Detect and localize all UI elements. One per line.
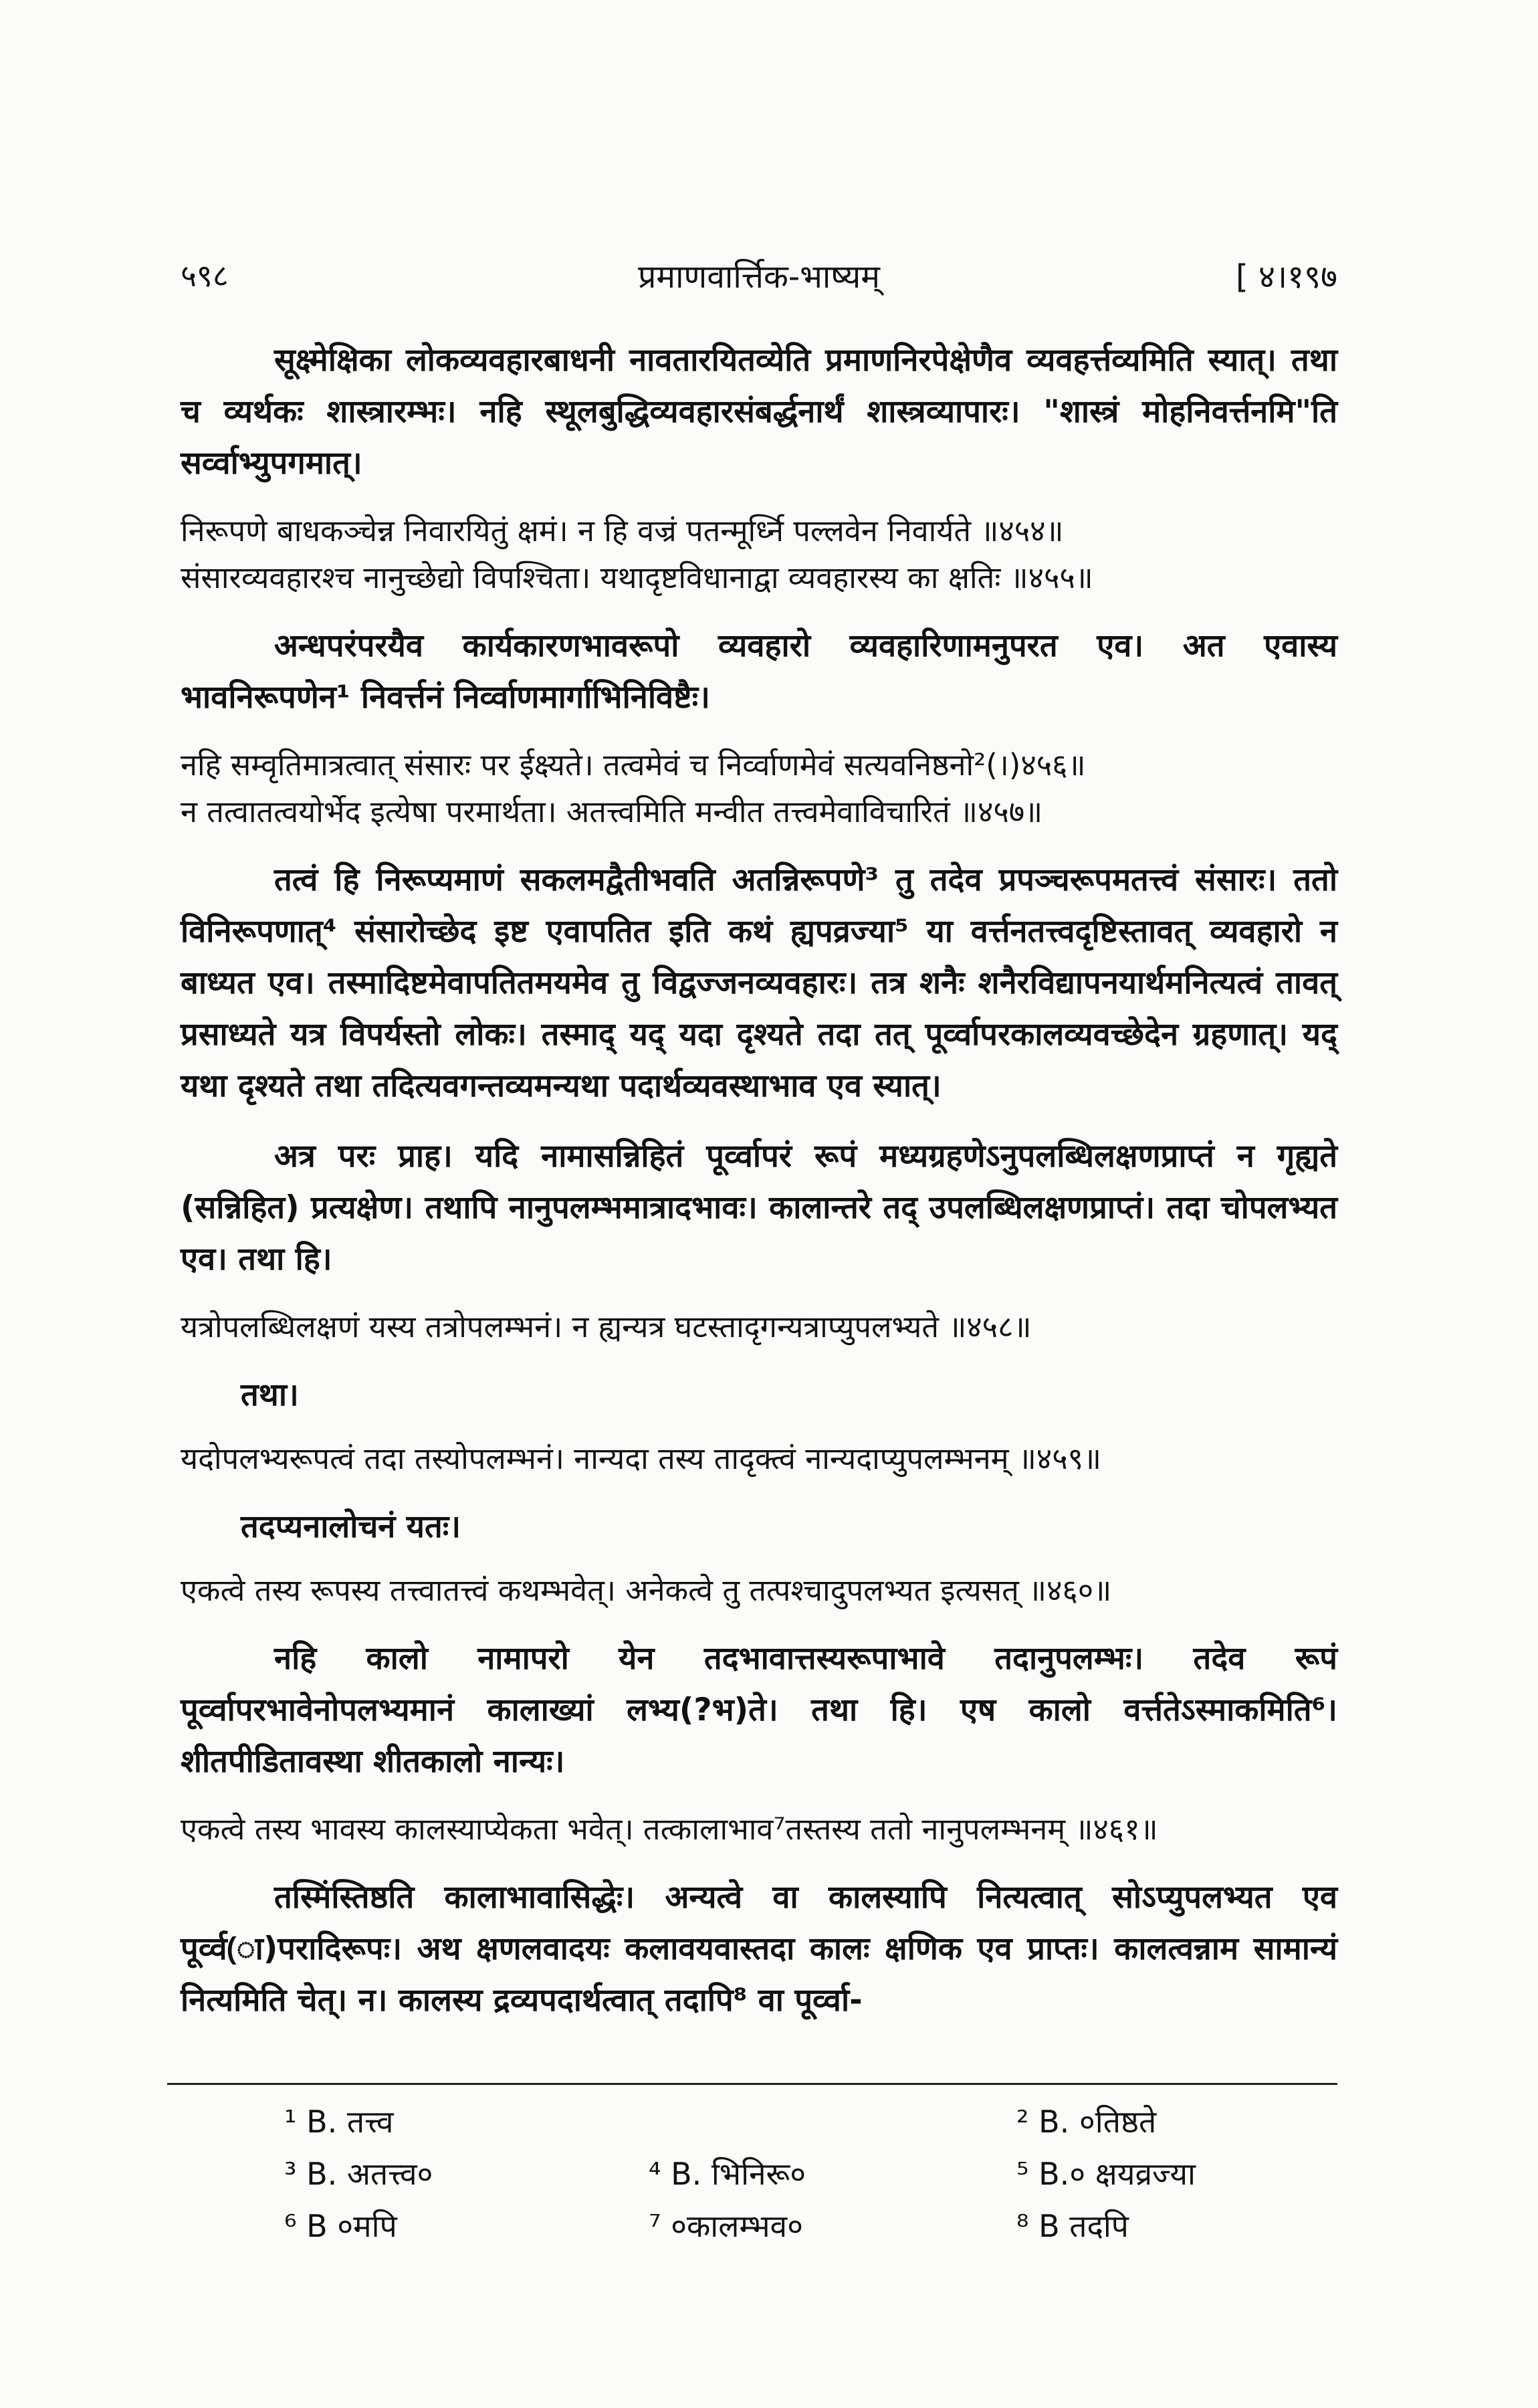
verse-intro: तदप्यनालोचनं यतः। xyxy=(241,1508,461,1545)
commentary-paragraph: तस्मिंस्तिष्ठति कालाभावासिद्धेः। अन्यत्वे वा कालस्यापि नित्यत्वात् सोऽप्युपलभ्यत एव पूर्व्व(ा)परादिरूपः। अथ क्षणलवादयः कलावयवास्तदा कालः क्षणिक एव प्राप्तः। कालत्वन्नाम सामान्यं नित्यमिति चेत्। न। कालस्य द्रव्यपदार्थत्वात् तदापि⁸ वा पूर्व्वा- xyxy=(181,1879,1337,2019)
commentary-paragraph: अन्धपरंपरयैव कार्यकारणभावरूपो व्यवहारो व्यवहारिणामनुपरत एव। अत एवास्य भावनिरूपणेन¹ निवर्त्तनं निर्व्वाणमार्गाभिनिविष्टैः। xyxy=(181,627,1337,716)
verse-line: यदोपलभ्यरूपत्वं तदा तस्योपलम्भनं। नान्यदा तस्य तादृक्त्वं नान्यदाप्युपलम्भनम् ॥४५९॥ xyxy=(181,1441,1101,1476)
footnote-row xyxy=(167,2152,1337,2205)
verse-line: न तत्वातत्वयोर्भेद इत्येषा परमार्थता। अतत्त्वमिति मन्वीत तत्त्वमेवाविचारितं ॥४५७॥ xyxy=(181,794,1043,829)
footnote: ⁴ B. भिनिरू० xyxy=(649,2156,806,2192)
verse-intro: तथा। xyxy=(241,1377,299,1413)
verse-block xyxy=(181,1567,1337,1614)
footnote: ¹ B. तत्त्व xyxy=(284,2104,394,2140)
commentary-paragraph: सूक्ष्मेक्षिका लोकव्यवहारबाधनी नावतारयितव्येति प्रमाणनिरपेक्षेणैव व्यवहर्त्तव्यमिति स्यात्। तथा च व्यर्थकः शास्त्रारम्भः। नहि स्थूलबुद्धिव्यवहारसंबर्द्धनार्थं शास्त्रव्यापारः। "शास्त्रं मोहनिवर्त्तनमि"ति सर्व्वाभ्युपगमात्। xyxy=(181,342,1337,482)
footnote: ⁶ B ०मपि xyxy=(284,2208,397,2244)
page-number: ५९८ xyxy=(181,258,229,294)
footnote: ³ B. अतत्त्व० xyxy=(284,2156,433,2192)
page-body xyxy=(181,334,1337,2045)
footnote: ⁷ ०कालम्भव० xyxy=(649,2208,804,2244)
running-title: प्रमाणवार्त्तिक-भाष्यम् xyxy=(638,258,880,296)
footnote: ⁸ B तदपि xyxy=(1016,2208,1129,2244)
footnote-row xyxy=(167,2100,1337,2152)
verse-block xyxy=(181,508,1337,601)
commentary-paragraph: तत्वं हि निरूप्यमाणं सकलमद्वैतीभवति अतन्निरूपणे³ तु तदेव प्रपञ्चरूपमतत्त्वं संसारः। ततो विनिरूपणात्⁴ संसारोच्छेद इष्ट एवापतित इति कथं ह्यपव्रज्या⁵ या वर्त्तनतत्त्वदृष्टिस्तावत् व्यवहारो न बाध्यत एव। तस्मादिष्टमेवापतितमयमेव तु विद्वज्जनव्यवहारः। तत्र शनैः शनैरविद्यापनयार्थमनित्यत्वं तावत् प्रसाध्यते यत्र विपर्यस्तो लोकः। तस्माद् यद् यदा दृश्यते तदा तत् पूर्व्वापरकालव्यवच्छेदेन ग्रहणात्। यद् यथा दृश्यते तथा तदित्यवगन्तव्यमन्यथा पदार्थव्यवस्थाभाव एव स्यात्। xyxy=(181,862,1337,1104)
verse-line: निरूपणे बाधकञ्चेन्न निवारयितुं क्षमं। न हि वज्रं पतन्मूर्ध्नि पल्लवेन निवार्यते ॥४५४॥ xyxy=(181,513,1064,548)
verse-block xyxy=(181,742,1337,835)
verse-block xyxy=(181,1435,1337,1482)
verse-line: नहि सम्वृतिमात्रत्वात् संसारः पर ईक्ष्यते। तत्वमेवं च निर्व्वाणमेवं सत्यवनिष्ठनो²(।)४५६॥ xyxy=(181,747,1086,783)
footnote-row xyxy=(167,2205,1337,2257)
verse-block xyxy=(181,1806,1337,1853)
verse-line: एकत्वे तस्य रूपस्य तत्त्वातत्त्वं कथम्भवेत्। अनेकत्वे तु तत्पश्चादुपलभ्यत इत्यसत् ॥४६०॥ xyxy=(181,1573,1112,1608)
footnote-divider xyxy=(167,2083,1337,2085)
page-header xyxy=(181,254,1337,308)
commentary-paragraph: नहि कालो नामापरो येन तदभावात्तस्यरूपाभावे तदानुपलम्भः। तदेव रूपं पूर्व्वापरभावेनोपलभ्यमानं कालाख्यां लभ्य(?भ)ते। तथा हि। एष कालो वर्त्ततेऽस्माकमिति⁶। शीतपीडितावस्था शीतकालो नान्यः। xyxy=(181,1640,1337,1780)
verse-line: संसारव्यवहारश्च नानुच्छेद्यो विपश्चिता। यथादृष्टविधानाद्वा व्यवहारस्य का क्षतिः ॥४५५॥ xyxy=(181,560,1093,595)
section-reference: [ ४।१९७ xyxy=(1235,258,1337,296)
footnote: ⁵ B.० क्षयव्रज्या xyxy=(1016,2156,1196,2192)
commentary-paragraph: अत्र परः प्राह। यदि नामासन्निहितं पूर्व्वापरं रूपं मध्यग्रहणेऽनुपलब्धिलक्षणप्राप्तं न गृह्यते (सन्निहित) प्रत्यक्षेण। तथापि नानुपलम्भमात्रादभावः। कालान्तरे तद् उपलब्धिलक्षणप्राप्तं। तदा चोपलभ्यत एव। तथा हि। xyxy=(181,1138,1337,1278)
verse-line: एकत्वे तस्य भावस्य कालस्याप्येकता भवेत्। तत्कालाभाव⁷तस्तस्य ततो नानुपलम्भनम् ॥४६१॥ xyxy=(181,1811,1158,1847)
footnote: ² B. ०तिष्ठते xyxy=(1016,2104,1157,2140)
verse-line: यत्रोपलब्धिलक्षणं यस्य तत्रोपलम्भनं। न ह्यन्यत्र घटस्तादृगन्यत्राप्युपलभ्यते ॥४५८॥ xyxy=(181,1309,1032,1344)
footnotes xyxy=(167,2100,1337,2257)
verse-block xyxy=(181,1304,1337,1350)
